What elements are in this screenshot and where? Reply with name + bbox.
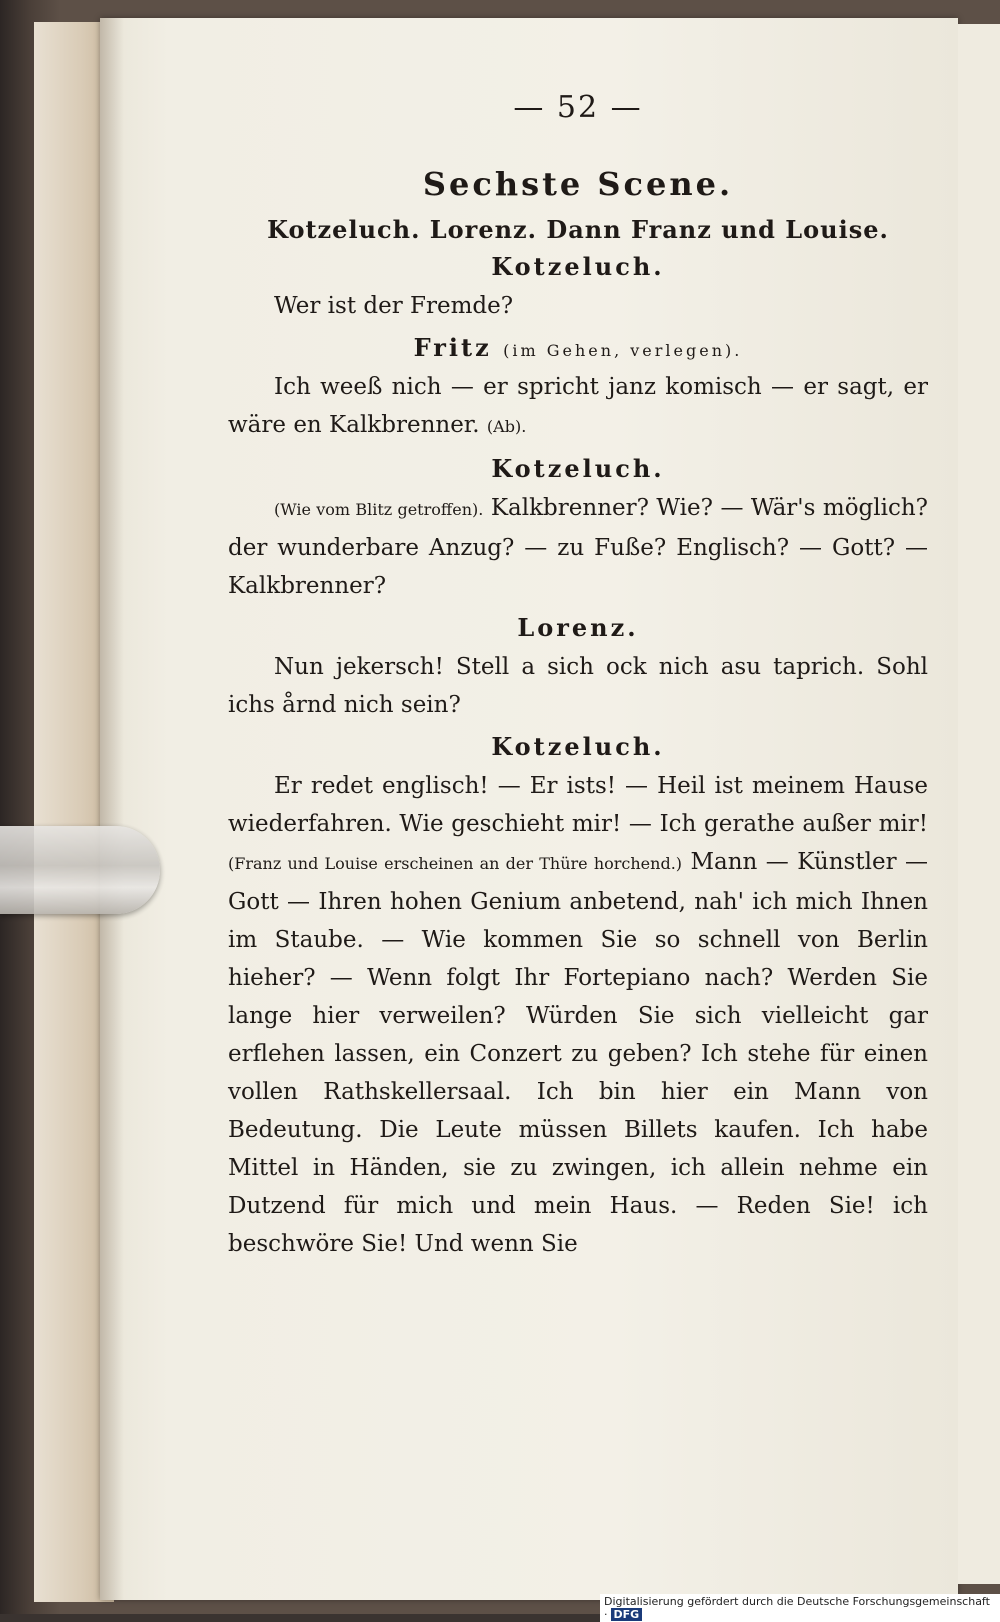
speaker-block xyxy=(228,333,928,362)
stage-direction: (Ab). xyxy=(486,417,527,436)
speaker-name: Lorenz. xyxy=(517,613,639,642)
dialogue-text: Er redet englisch! — Er ists! — Heil ist meinem Hause wiederfahren. Wie geschieht mir! — Ich gerathe außer mir! xyxy=(228,773,928,837)
speaker-name: Kotzeluch. xyxy=(491,252,665,281)
stage-direction: (Wie vom Blitz getroffen). xyxy=(274,500,484,519)
footer-text: Digitalisierung gefördert durch die Deutsche Forschungsgemeinschaft · xyxy=(604,1595,990,1621)
page-text xyxy=(228,90,928,1263)
stage-direction: (im Gehen, verlegen). xyxy=(503,341,743,360)
gutter-shadow xyxy=(100,18,124,1600)
page-holder-clip xyxy=(0,826,160,914)
speaker-name: Fritz xyxy=(413,333,492,362)
dfg-logo: DFG xyxy=(611,1608,643,1621)
adjacent-page-edge xyxy=(958,24,1000,1584)
digitization-footer xyxy=(600,1594,1000,1622)
speaker-name: Kotzeluch. xyxy=(491,454,665,483)
dialogue-block xyxy=(228,489,928,605)
dialogue-text: Nun jekersch! Stell a sich ock nich asu taprich. Sohl ichs årnd nich sein? xyxy=(228,654,928,718)
dialogue-text: Wer ist der Fremde? xyxy=(274,293,514,319)
dialogue-block xyxy=(228,767,928,1263)
stage-direction: (Franz und Louise erscheinen an der Thüre horchend.) xyxy=(228,854,683,873)
dialogue-text: Kalkbrenner? Wie? — Wär's möglich? der wunderbare Anzug? — zu Fuße? Englisch? — Gott? — Kalkbrenner? xyxy=(228,495,929,599)
persons-line: Kotzeluch. Lorenz. Dann Franz und Louise. xyxy=(267,215,889,244)
page-number: — 52 — xyxy=(513,90,643,125)
dialogue-block xyxy=(228,368,928,446)
dialogue-text-continued: Mann — Künstler — Gott — Ihren hohen Genium anbetend, nah' ich mich Ihnen im Staube. — Wie kommen Sie so schnell von Berlin hieher? — Wenn folgt Ihr Fortepiano nach? Werden Sie lange hier verweilen? Würden Sie sich vielleicht gar erflehen lassen, ein Conzert zu geben? Ich stehe für einen vollen Rathskellersaal. Ich bin hier ein Mann von Bedeutung. Die Leute müssen Billets kaufen. Ich habe Mittel in Händen, sie zu zwingen, ich allein nehme ein Dutzend für mich und mein Haus. — Reden Sie! ich beschwöre Sie! Und wenn Sie xyxy=(228,849,929,1257)
speaker-name: Kotzeluch. xyxy=(491,732,665,761)
dialogue-text: Ich weeß nich — er spricht janz komisch — er sagt, er wäre en Kalkbrenner. xyxy=(228,374,928,438)
scene-title: Sechste Scene. xyxy=(422,165,734,203)
